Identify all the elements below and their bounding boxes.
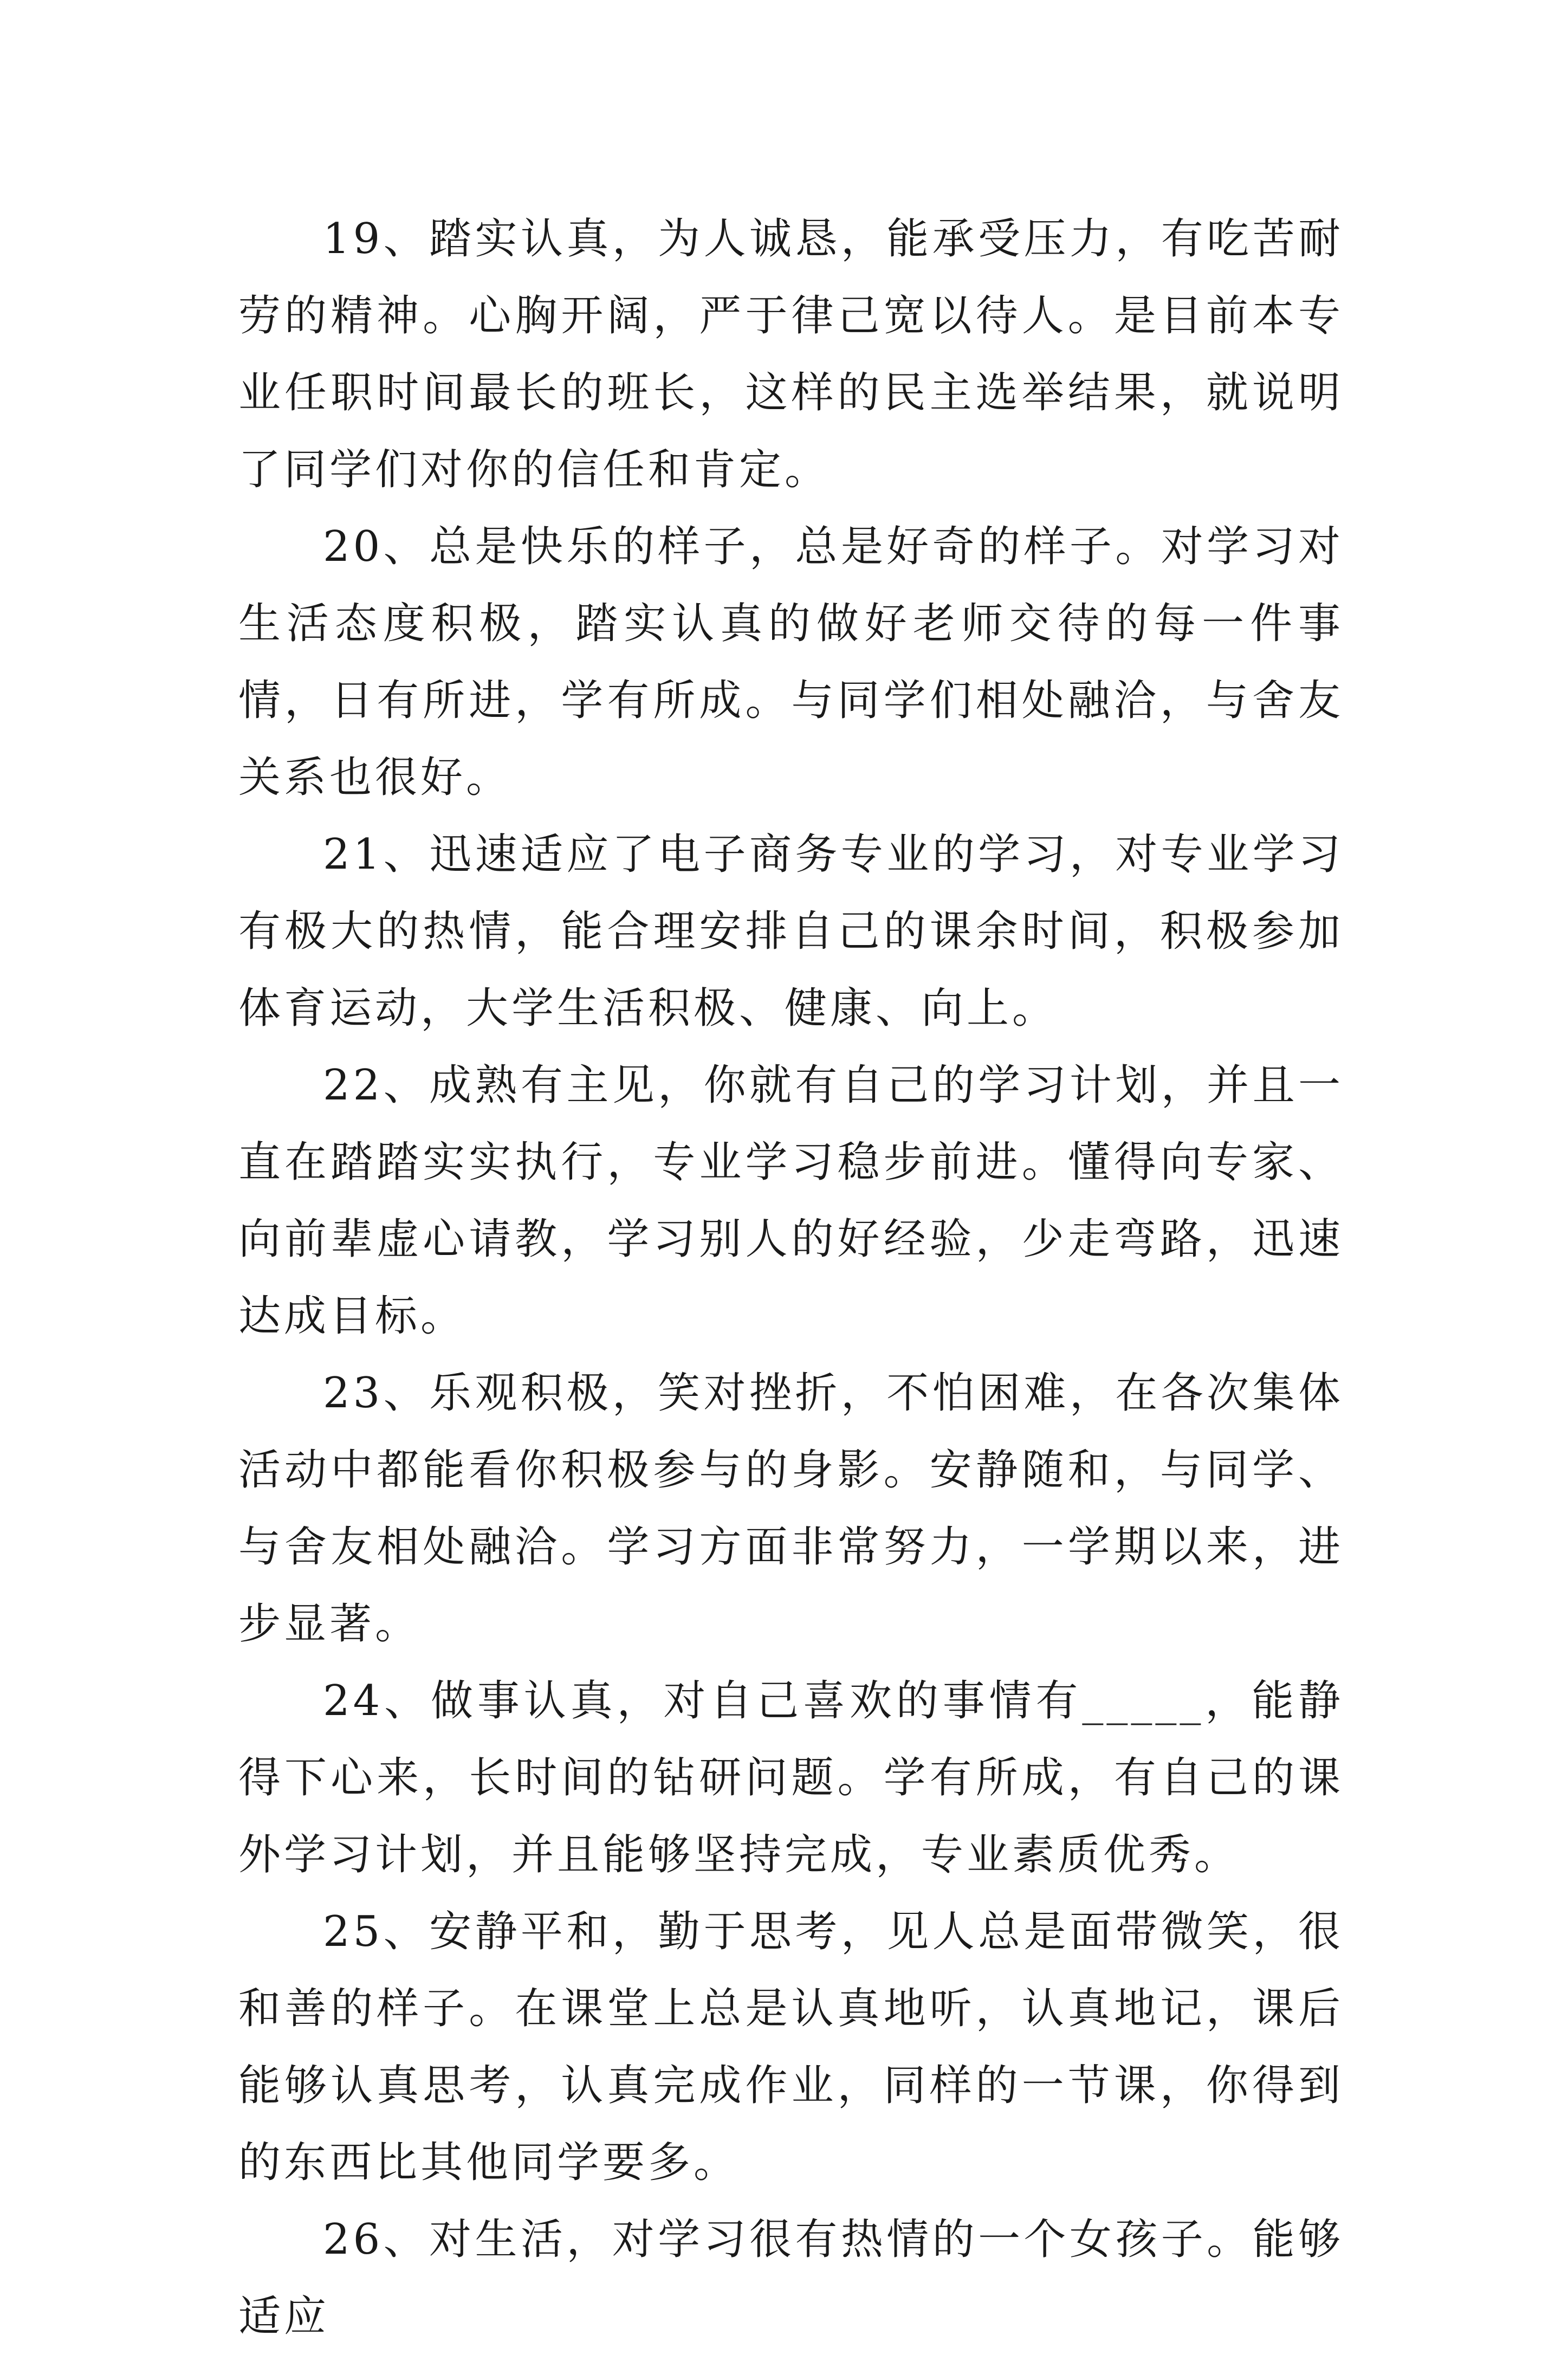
paragraph-26: 26、对生活，对学习很有热情的一个女孩子。能够适应 bbox=[238, 2215, 1344, 2341]
paragraph-19: 19、踏实认真，为人诚恳，能承受压力，有吃苦耐劳的精神。心胸开阔，严于律己宽以待人。是目前本专业任职时间最长的班长，这样的民主选举结果，就说明了同学们对你的信任和肯定。 bbox=[238, 215, 1344, 494]
paragraph-25: 25、安静平和，勤于思考，见人总是面带微笑，很和善的样子。在课堂上总是认真地听，认真地记，课后能够认真思考，认真完成作业，同样的一节课，你得到的东西比其他同学要多。 bbox=[238, 1907, 1344, 2187]
document-body bbox=[238, 200, 1344, 2355]
paragraph-21: 21、迅速适应了电子商务专业的学习，对专业学习有极大的热情，能合理安排自己的课余时间，积极参加体育运动，大学生活积极、健康、向上。 bbox=[238, 830, 1344, 1033]
paragraph-22: 22、成熟有主见，你就有自己的学习计划，并且一直在踏踏实实执行，专业学习稳步前进。懂得向专家、向前辈虚心请教，学习别人的好经验，少走弯路，迅速达成目标。 bbox=[238, 1061, 1344, 1341]
paragraph-24: 24、做事认真，对自己喜欢的事情有_____，能静得下心来，长时间的钻研问题。学有所成，有自己的课外学习计划，并且能够坚持完成，专业素质优秀。 bbox=[238, 1677, 1344, 1879]
paragraph-23: 23、乐观积极，笑对挫折，不怕困难，在各次集体活动中都能看你积极参与的身影。安静随和，与同学、与舍友相处融洽。学习方面非常努力，一学期以来，进步显著。 bbox=[238, 1369, 1344, 1648]
paragraph-20: 20、总是快乐的样子，总是好奇的样子。对学习对生活态度积极，踏实认真的做好老师交待的每一件事情，日有所进，学有所成。与同学们相处融洽，与舍友关系也很好。 bbox=[238, 522, 1344, 802]
